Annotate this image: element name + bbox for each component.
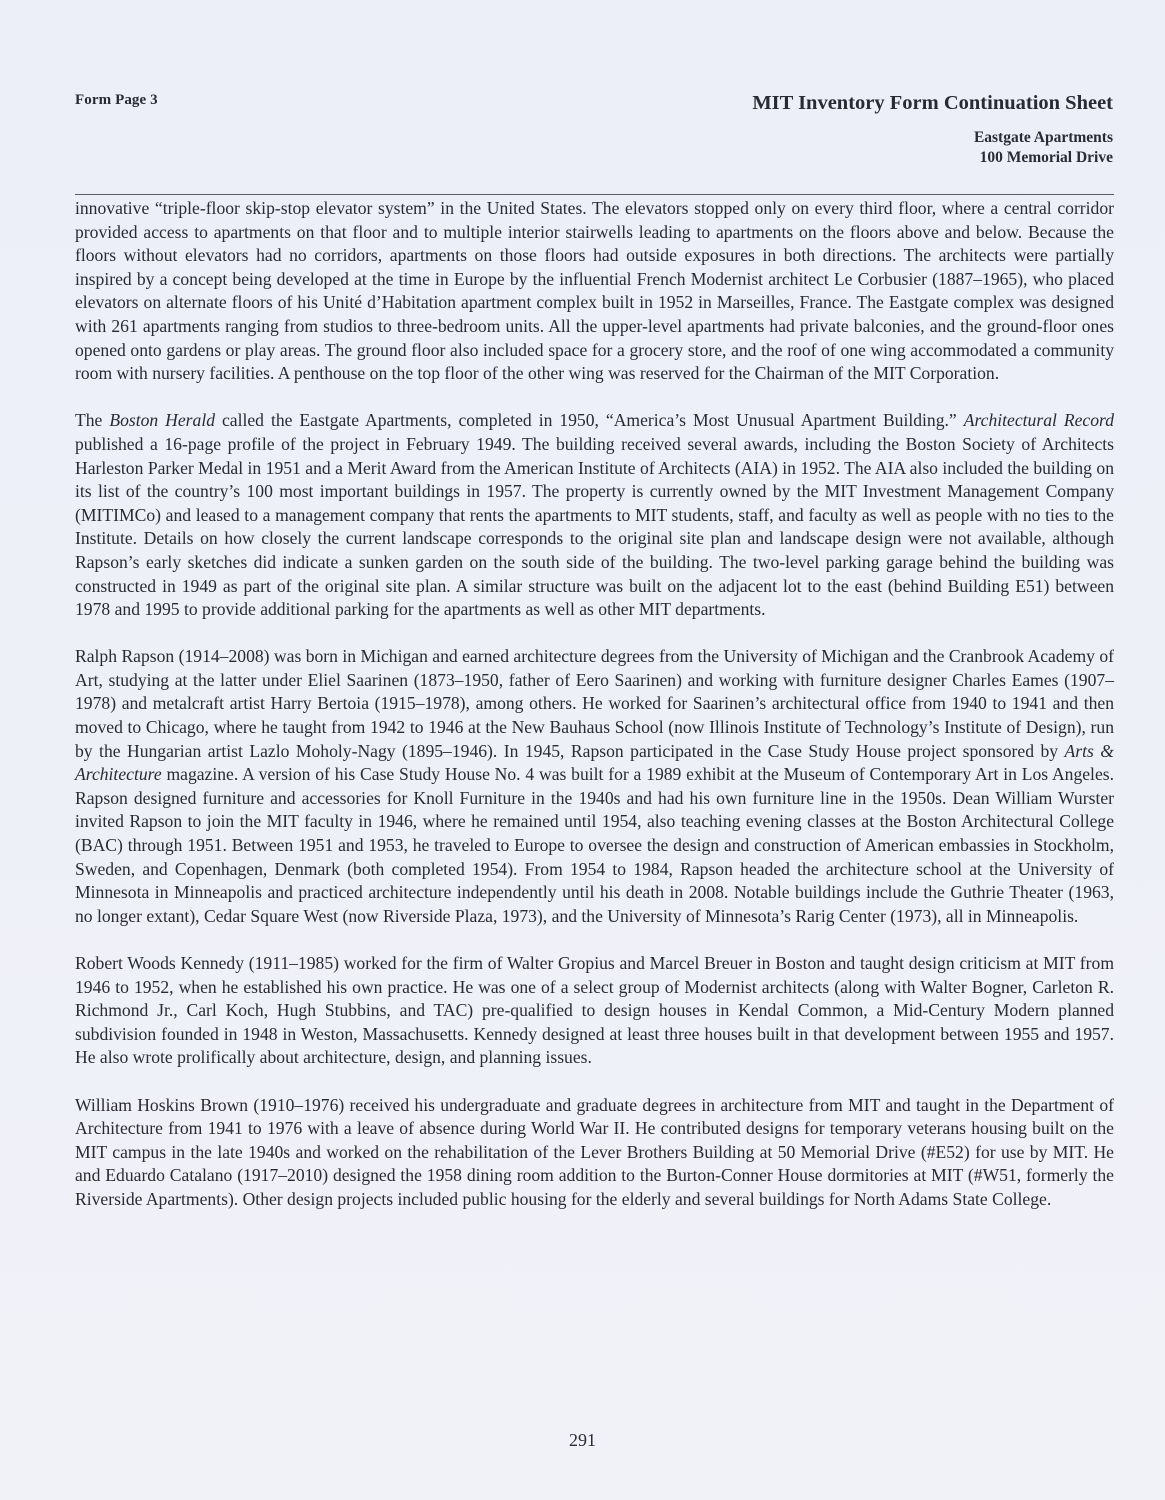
paragraph-ralph-rapson xyxy=(75,645,1114,928)
text-segment: magazine. A version of his Case Study House No. 4 was built for a 1989 exhibit at the Museum of Contemporary Art in Los Angeles. Rapson designed furniture and accessories for Knoll Furniture in the 1940s and had his own furniture line in the 1950s. Dean William Wurster invited Rapson to join the MIT faculty in 1946, where he remained until 1954, also teaching evening classes at the Boston Architectural College (BAC) through 1951. Between 1951 and 1953, he traveled to Europe to oversee the design and construction of American embassies in Stockholm, Sweden, and Copenhagen, Denmark (both completed 1954). From 1954 to 1984, Rapson headed the architecture school at the University of Minnesota in Minneapolis and practiced architecture independently until his death in 2008. Notable buildings include the Guthrie Theater (1963, no longer extant), Cedar Square West (now Riverside Plaza, 1973), and the University of Minnesota’s Rarig Center (1973), all in Minneapolis. xyxy=(75,764,1114,926)
property-name: Eastgate Apartments xyxy=(973,129,1113,146)
publication-title: Boston Herald xyxy=(109,410,216,431)
page-number: 291 xyxy=(569,1430,596,1450)
text-segment: published a 16-page profile of the project in February 1949. The building received several awards, including the Boston Society of Architects Harleston Parker Medal in 1951 and a Merit Award from the American Institute of Architects (AIA) in 1952. The AIA also included the building on its list of the country’s 100 most important buildings in 1957. The property is currently owned by the MIT Investment Management Company (MITIMCo) and leased to a management company that rents the apartments to MIT students, staff, and faculty as well as people with no ties to the Institute. Details on how closely the current landscape corresponds to the original site plan and landscape design were not available, although Rapson’s early sketches did indicate a sunken garden on the south side of the building. The two-level parking garage behind the building was constructed in 1949 as part of the original site plan. A similar structure was built on the adjacent lot to the east (behind Building E51) between 1978 and 1995 to provide additional parking for the apartments as well as other MIT departments. xyxy=(75,433,1114,620)
paragraph-eastgate-reception xyxy=(75,409,1114,621)
page-header xyxy=(752,90,1113,168)
paragraph-eastgate-design xyxy=(75,197,1114,386)
text-segment: William Hoskins Brown (1910–1976) received his undergraduate and graduate degrees in architecture from MIT and taught in the Department of Architecture from 1941 to 1976 with a leave of absence during World War II. He contributed designs for temporary veterans housing built on the MIT campus in the late 1940s and worked on the rehabilitation of the Lever Brothers Building at 50 Memorial Drive (#E52) for use by MIT. He and Eduardo Catalano (1917–2010) designed the 1958 dining room addition to the Burton-Conner House dormitories at MIT (#W51, formerly the Riverside Apartments). Other design projects included public housing for the elderly and several buildings for North Adams State College. xyxy=(75,1094,1114,1209)
document-body xyxy=(75,197,1114,1212)
publication-title: Architectural Record xyxy=(963,410,1114,431)
publication-title: Arts & Architecture xyxy=(75,740,1114,785)
form-page-label: Form Page 3 xyxy=(75,92,158,108)
paragraph-robert-kennedy xyxy=(75,952,1114,1070)
text-segment: Robert Woods Kennedy (1911–1985) worked for the firm of Walter Gropius and Marcel Breuer in Boston and taught design criticism at MIT from 1946 to 1952, when he established his own practice. He was one of a select group of Modernist architects (along with Walter Bogner, Carleton R. Richmond Jr., Carl Koch, Hugh Stubbins, and TAC) pre-qualified to design houses in Kendal Common, a Mid-Century Modern planned subdivision founded in 1948 in Weston, Massachusetts. Kennedy designed at least three houses built in that development between 1955 and 1957. He also wrote prolifically about architecture, design, and planning issues. xyxy=(75,953,1114,1068)
text-segment: Ralph Rapson (1914–2008) was born in Michigan and earned architecture degrees from the University of Michigan and the Cranbrook Academy of Art, studying at the latter under Eliel Saarinen (1873–1950, father of Eero Saarinen) and working with furniture designer Charles Eames (1907–1978) and metalcraft artist Harry Bertoia (1915–1978), among others. He worked for Saarinen’s architectural office from 1940 to 1941 and then moved to Chicago, where he taught from 1942 to 1946 at the New Bauhaus School (now Illinois Institute of Technology’s Institute of Design), run by the Hungarian artist Lazlo Moholy-Nagy (1895–1946). In 1945, Rapson participated in the Case Study House project sponsored by xyxy=(75,646,1114,761)
text-segment: innovative “triple-floor skip-stop elevator system” in the United States. The elevators stopped only on every third floor, where a central corridor provided access to apartments on that floor and to multiple interior stairwells leading to apartments on the floors above and below. Because the floors without elevators had no corridors, apartments on those floors had outside exposures in both directions. The architects were partially inspired by a concept being developed at the time in Europe by the influential French Modernist architect Le Corbusier (1887–1965), who placed elevators on alternate floors of his Unité d’Habitation apartment complex built in 1952 in Marseilles, France. The Eastgate complex was designed with 261 apartments ranging from studios to three-bedroom units. All the upper-level apartments had private balconies, and the ground-floor ones opened onto gardens or play areas. The ground floor also included space for a grocery store, and the roof of one wing accommodated a community room with nursery facilities. A penthouse on the top floor of the other wing was reserved for the Chairman of the MIT Corporation. xyxy=(75,198,1114,384)
document-title: MIT Inventory Form Continuation Sheet xyxy=(752,92,1113,114)
paragraph-william-brown xyxy=(75,1094,1114,1212)
text-segment: The xyxy=(75,410,110,431)
text-segment: called the Eastgate Apartments, completed in 1950, “America’s Most Unusual Apartment Building.” xyxy=(215,410,964,431)
header-divider xyxy=(75,194,1114,195)
property-address: 100 Memorial Drive xyxy=(979,149,1113,166)
